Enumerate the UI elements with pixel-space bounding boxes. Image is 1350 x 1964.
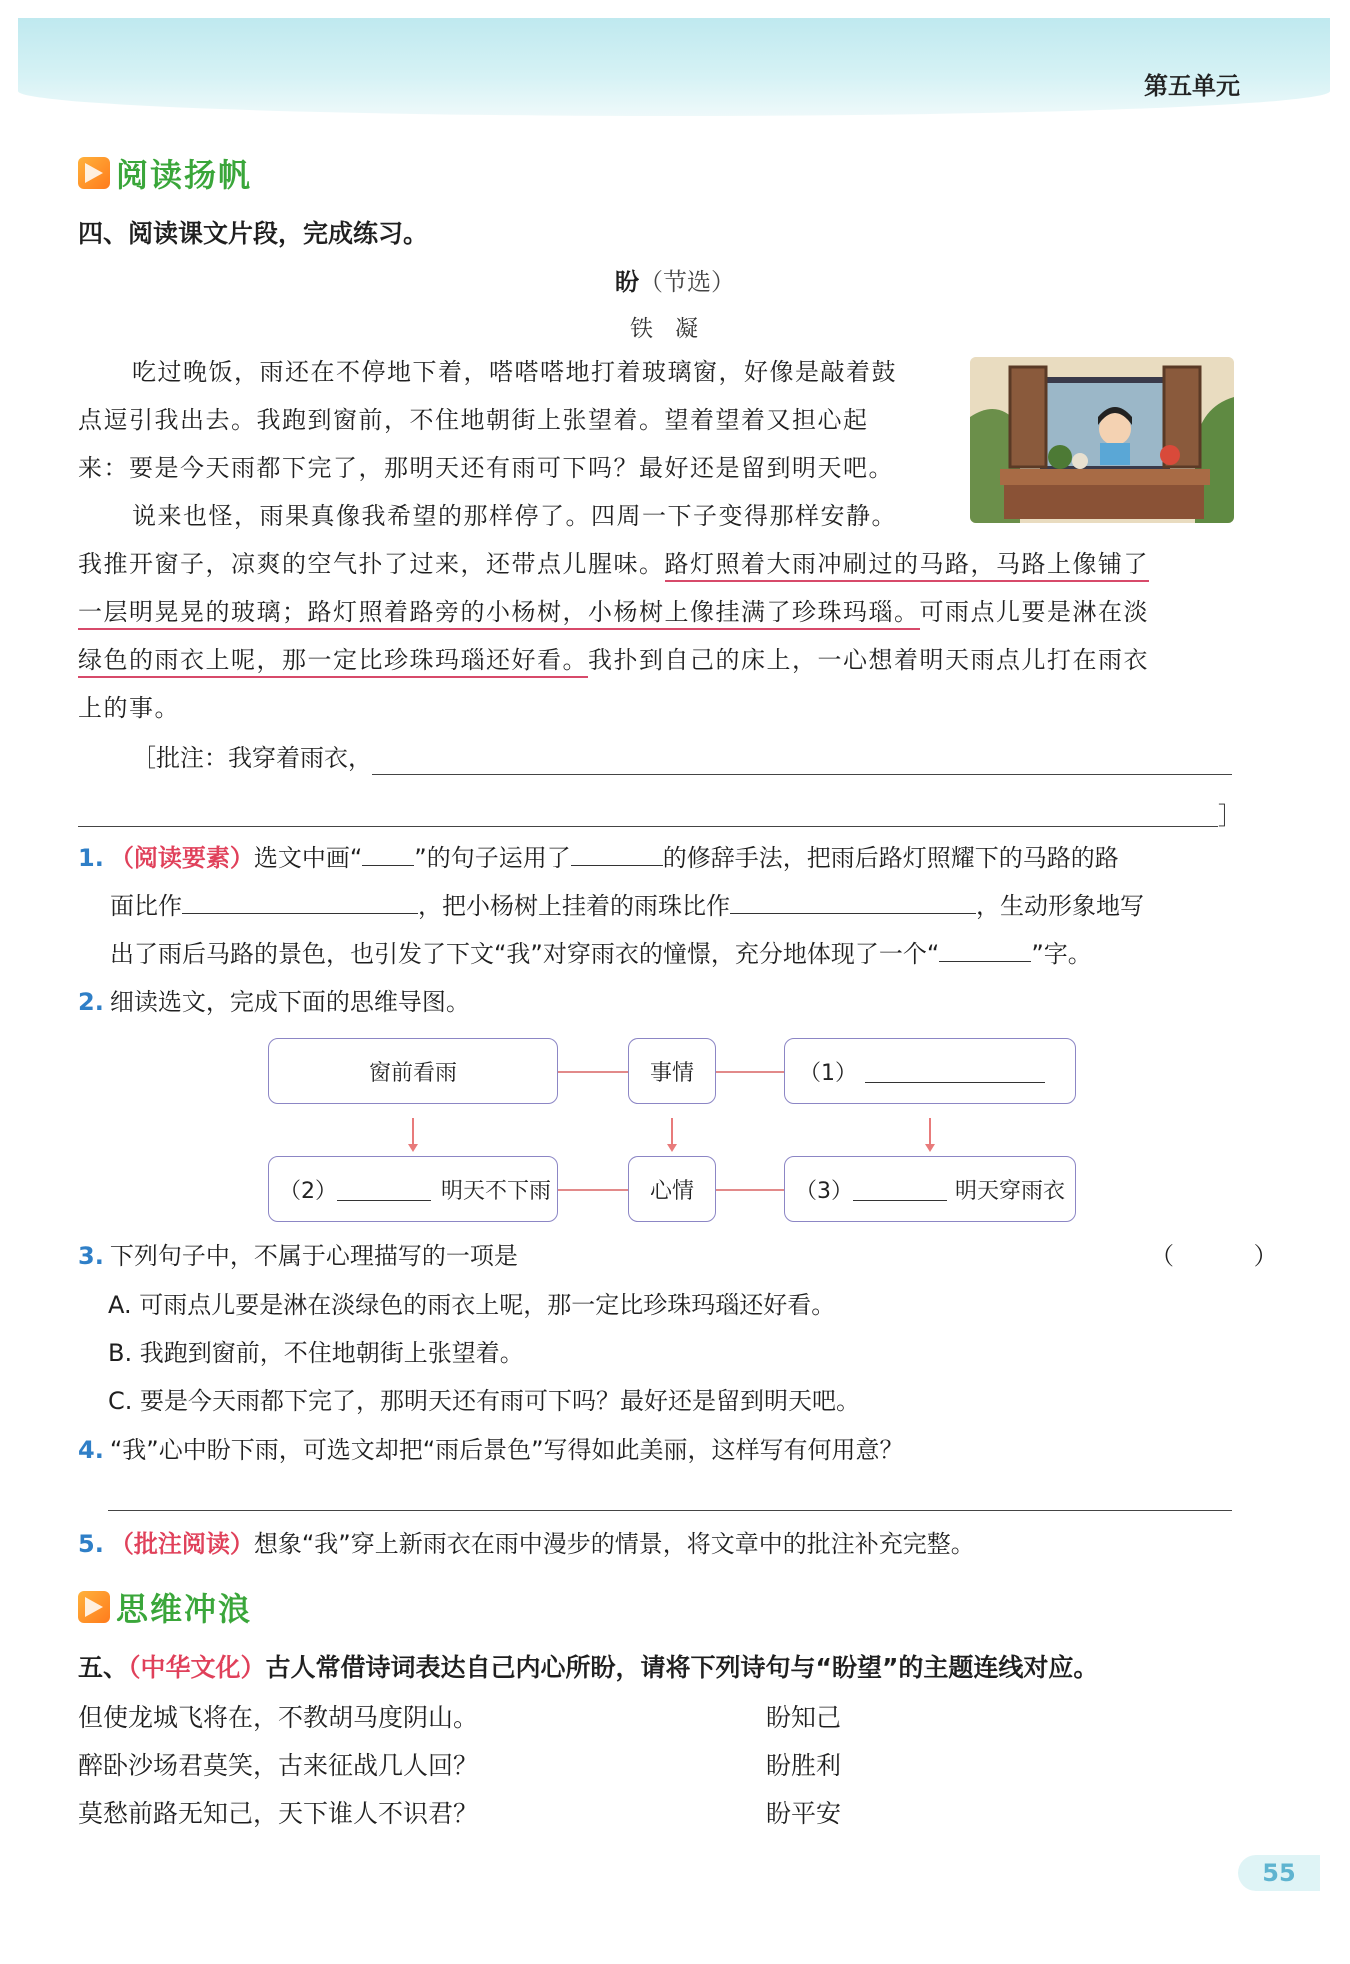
section-title: 思维冲浪 [116,1590,253,1628]
wave-icon [78,1591,110,1623]
passage-title-note: （节选） [639,268,735,296]
question-number: 2. [78,988,104,1016]
question-1-line-2 [110,882,1144,930]
passage-line: 上的事。 [78,694,180,722]
mindmap-box-blank-3 [784,1156,1076,1222]
option-a[interactable]: A. 可雨点儿要是淋在淡绿色的雨衣上呢，那一定比珍珠玛瑙还好看。 [108,1291,836,1319]
page-number: 55 [1238,1855,1320,1891]
poem-line[interactable]: 醉卧沙场君莫笑，古来征战几人回？ [78,1751,479,1780]
question-4-heading: 四、阅读课文片段，完成练习。 [78,219,429,248]
passage-title-text: 盼 [615,268,639,296]
answer-line[interactable] [108,1510,1232,1511]
section-reading-header [78,150,252,196]
mindmap-box-window: 窗前看雨 [268,1038,558,1104]
mindmap-connector [716,1071,784,1073]
question-text: 想象“我”穿上新雨衣在雨中漫步的情景，将文章中的批注补充完整。 [253,1530,975,1558]
section-title: 阅读扬帆 [116,156,253,194]
question-text: “我”心中盼下雨，可选文却把“雨后景色”写得如此美丽，这样写有何用意？ [109,1436,904,1464]
question-tag: （批注阅读） [109,1529,254,1558]
mindmap-connector [716,1189,784,1191]
mindmap-box-blank-1 [784,1038,1076,1104]
poem-line[interactable]: 但使龙城飞将在，不教胡马度阴山。 [78,1703,479,1732]
theme-item[interactable]: 盼知己 [766,1703,842,1732]
mindmap-label: 明天不下雨 [441,1178,552,1204]
annotation-close-bracket: ］ [1218,802,1242,830]
down-arrow-icon [929,1118,931,1144]
sail-icon [78,157,110,189]
theme-item[interactable]: 盼胜利 [766,1751,842,1780]
answer-blank[interactable] [853,1177,947,1201]
passage-text: 我扑到自己的床上，一心想着明天雨点儿打在雨衣 [588,646,1149,674]
answer-blank[interactable] [939,938,1031,962]
question-text: 面比作 [110,892,182,920]
question-number: 1. [78,844,104,872]
answer-blank[interactable] [362,842,414,866]
passage-title [0,262,1350,297]
mindmap-connector [558,1071,628,1073]
passage-line: 吃过晚饭，雨还在不停地下着，嗒嗒嗒地打着玻璃窗，好像是敲着鼓 [132,358,897,386]
question-text: 的修辞手法，把雨后路灯照耀下的马路的路 [662,844,1119,872]
question-text: 细读选文，完成下面的思维导图。 [109,988,470,1016]
answer-parentheses[interactable]: （ ） [1150,1242,1314,1270]
answer-blank[interactable] [571,842,663,866]
answer-blank[interactable] [865,1059,1045,1083]
mindmap-label: （3） [795,1178,853,1204]
question-text: ”的句子运用了 [414,844,571,872]
answer-blank[interactable] [182,890,418,914]
question-number: 5. [78,1530,104,1558]
option-c[interactable]: C. 要是今天雨都下完了，那明天还有雨可下吗？最好还是留到明天吧。 [108,1387,861,1415]
unit-label: 第五单元 [1144,72,1240,100]
underlined-sentence: 一层明晃晃的玻璃；路灯照着路旁的小杨树，小杨树上像挂满了珍珠玛瑙。 [78,598,920,630]
annotation-answer-line[interactable] [372,774,1232,775]
window-girl-illustration [970,357,1234,523]
question-1 [78,834,1119,882]
underlined-sentence: 路灯照着大雨冲刷过的马路，马路上像铺了 [665,550,1150,582]
question-text: 古人常借诗词表达自己内心所盼，请将下列诗句与“盼望”的主题连线对应。 [265,1653,1099,1682]
mindmap-box-event: 事情 [628,1038,716,1104]
passage-line [78,540,1149,588]
question-number: 3. [78,1242,104,1270]
theme-item[interactable]: 盼平安 [766,1799,842,1828]
passage-line: 说来也怪，雨果真像我希望的那样停了。四周一下子变得那样安静。 [132,502,897,530]
passage-line [78,588,1149,636]
poem-line[interactable]: 莫愁前路无知己，天下谁人不识君？ [78,1799,479,1828]
mindmap-label: 明天穿雨衣 [955,1178,1066,1204]
question-text: ，把小杨树上挂着的雨珠比作 [418,892,730,920]
question-5 [78,1520,975,1568]
question-tag: （中华文化） [128,1653,266,1682]
question-tag: （阅读要素） [109,843,254,872]
option-b[interactable]: B. 我跑到窗前，不住地朝街上张望着。 [108,1339,524,1367]
question-3 [78,1232,518,1280]
annotation-answer-line[interactable] [78,826,1218,827]
underlined-sentence: 绿色的雨衣上呢，那一定比珍珠玛瑙还好看。 [78,646,588,678]
answer-blank[interactable] [730,890,976,914]
passage-author: 铁凝 [630,316,720,342]
question-4 [78,1426,904,1474]
question-text: ，生动形象地写 [976,892,1144,920]
question-2 [78,978,470,1026]
passage-line: 点逗引我出去。我跑到窗前，不住地朝街上张望着。望着望着又担心起 [78,406,869,434]
mindmap-label: （1） [799,1060,857,1086]
mindmap-label: （2） [279,1178,337,1204]
down-arrow-icon [412,1118,414,1144]
passage-line [78,636,1149,684]
mindmap-connector [558,1189,628,1191]
header-banner [18,18,1330,116]
question-prefix: 五、 [78,1653,129,1682]
question-text: 出了雨后马路的景色，也引发了下文“我”对穿雨衣的憧憬，充分地体现了一个“ [110,940,940,968]
question-number: 4. [78,1436,104,1464]
question-5-main [78,1648,1098,1684]
passage-line: 来：要是今天雨都下完了，那明天还有雨可下吗？最好还是留到明天吧。 [78,454,894,482]
passage-text: 可雨点儿要是淋在淡 [919,598,1149,626]
question-text: ”字。 [1031,940,1092,968]
annotation-prompt: ［批注：我穿着雨衣， [132,744,372,772]
question-1-line-3 [110,930,1092,978]
down-arrow-icon [671,1118,673,1144]
mindmap-box-blank-2 [268,1156,558,1222]
passage-text: 我推开窗子，凉爽的空气扑了过来，还带点儿腥味。 [78,550,665,578]
question-text: 选文中画“ [253,844,363,872]
question-text: 下列句子中，不属于心理描写的一项是 [109,1242,518,1270]
mindmap-box-mood: 心情 [628,1156,716,1222]
answer-blank[interactable] [337,1177,431,1201]
section-thinking-header [78,1584,252,1630]
